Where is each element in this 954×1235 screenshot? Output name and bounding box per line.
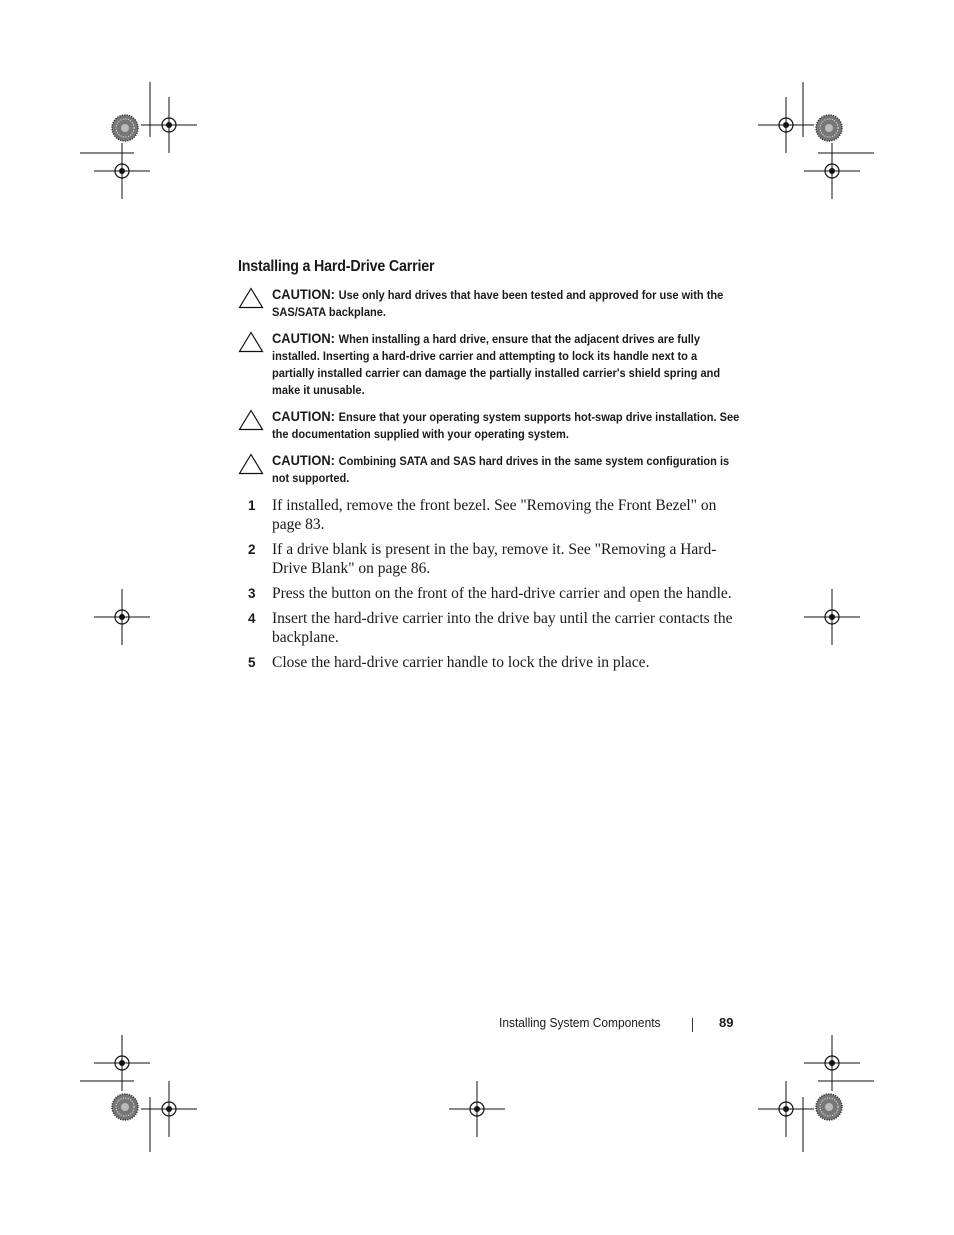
page-content — [238, 258, 743, 678]
step-text: Press the button on the front of the hard-drive carrier and open the handle. — [272, 585, 732, 602]
step-text: If a drive blank is present in the bay, remove it. See "Removing a Hard-Drive Blank" on page 86. — [272, 541, 717, 577]
caution-triangle-icon — [238, 409, 264, 431]
crosshair-icon — [141, 97, 197, 153]
starburst-target-icon — [112, 115, 138, 141]
list-item — [238, 540, 743, 578]
step-text: If installed, remove the front bezel. See "Removing the Front Bezel" on page 83. — [272, 497, 717, 533]
caution-note — [238, 408, 743, 443]
crosshair-icon — [449, 1081, 505, 1137]
crosshair-icon — [758, 97, 814, 153]
caution-text: Use only hard drives that have been tested and approved for use with the SAS/SATA backplane. — [272, 288, 724, 319]
step-text: Insert the hard-drive carrier into the drive bay until the carrier contacts the backplane. — [272, 610, 733, 646]
crosshair-icon — [804, 143, 860, 199]
caution-label: CAUTION: — [272, 452, 335, 468]
procedure-steps — [238, 496, 743, 672]
page-number: 89 — [719, 1015, 734, 1030]
caution-list — [238, 286, 743, 487]
caution-note — [238, 330, 743, 399]
crosshair-icon — [804, 589, 860, 645]
crosshair-icon — [94, 143, 150, 199]
crosshair-icon — [141, 1081, 197, 1137]
caution-text: Combining SATA and SAS hard drives in the same system configuration is not supported. — [272, 454, 730, 485]
crosshair-icon — [94, 589, 150, 645]
step-number: 3 — [248, 586, 256, 601]
step-text: Close the hard-drive carrier handle to lock the drive in place. — [272, 654, 650, 671]
footer-chapter-title: Installing System Components — [499, 1015, 661, 1030]
step-number: 1 — [248, 498, 256, 513]
starburst-target-icon — [112, 1094, 138, 1120]
footer-divider — [692, 1018, 693, 1032]
crosshair-icon — [758, 1081, 814, 1137]
step-number: 2 — [248, 542, 256, 557]
crosshair-icon — [804, 1035, 860, 1091]
step-number: 5 — [248, 655, 256, 670]
crosshair-icon — [94, 1035, 150, 1091]
caution-text: When installing a hard drive, ensure that the adjacent drives are fully installed. Inserting a hard-drive carrier and attempting to lock its handle next to a partially installed carrier can damage the partially installed carrier's shield spring and make it unusable. — [272, 332, 721, 397]
caution-triangle-icon — [238, 287, 264, 309]
step-number: 4 — [248, 611, 256, 626]
list-item — [238, 609, 743, 647]
list-item — [238, 653, 743, 672]
caution-triangle-icon — [238, 453, 264, 475]
starburst-target-icon — [816, 1094, 842, 1120]
caution-note — [238, 286, 743, 321]
caution-text: Ensure that your operating system supports hot-swap drive installation. See the documentation supplied with your operating system. — [272, 410, 740, 441]
list-item — [238, 496, 743, 534]
list-item — [238, 584, 743, 603]
caution-label: CAUTION: — [272, 330, 335, 346]
section-heading: Installing a Hard-Drive Carrier — [238, 258, 435, 275]
caution-label: CAUTION: — [272, 286, 335, 302]
starburst-target-icon — [816, 115, 842, 141]
caution-triangle-icon — [238, 331, 264, 353]
caution-note — [238, 452, 743, 487]
caution-label: CAUTION: — [272, 408, 335, 424]
